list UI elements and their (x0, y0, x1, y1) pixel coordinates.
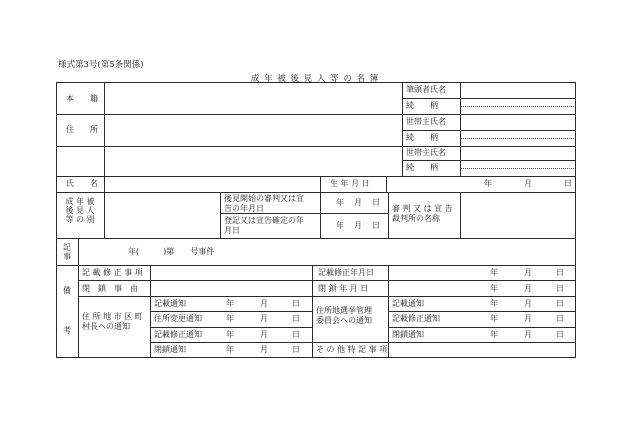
court-name-label: 審 判 又 は 宣 告 裁判所の名称 (392, 204, 453, 224)
r3-day: 日 (556, 330, 564, 339)
amendment-items-label: 記 載 修 正 事 項 (82, 268, 143, 277)
birth-month-mark: 月 (524, 179, 532, 188)
n2-year: 年 (226, 314, 234, 323)
reg-year-mark: 年 (336, 221, 344, 230)
n1-day: 日 (292, 299, 300, 308)
address-change-notice-label: 住所変更通知 (154, 314, 202, 323)
other-remarks-label: そ の 他 特 記 事 項 (316, 345, 388, 354)
n2-month: 月 (260, 314, 268, 323)
n3-year: 年 (226, 330, 234, 339)
start-day-mark: 日 (372, 198, 380, 207)
amendment-notice-label: 記載修正通知 (154, 330, 202, 339)
closure-notice-label: 閉鎖通知 (154, 345, 186, 354)
n4-month: 月 (260, 345, 268, 354)
amend-month-mark: 月 (524, 268, 532, 277)
n1-month: 月 (260, 299, 268, 308)
remarks-label-1: 備 (63, 286, 71, 295)
remarks-label-2: 考 (63, 326, 71, 335)
n1-year: 年 (226, 299, 234, 308)
amend-year-mark: 年 (490, 268, 498, 277)
election-committee-notice-label: 住所地選挙管理 委員会への通知 (316, 306, 372, 326)
n4-day: 日 (292, 345, 300, 354)
amendment-date-label: 記載修正年月日 (318, 268, 374, 277)
r1-year: 年 (490, 299, 498, 308)
householder-name-label-2: 世帯主氏名 (406, 148, 446, 157)
r1-day: 日 (556, 299, 564, 308)
guardianship-start-date-label: 後見開始の審判又は宣 告の年月日 (224, 194, 304, 213)
reg-day-mark: 日 (372, 221, 380, 230)
relationship-label-2: 続 柄 (406, 133, 438, 142)
honseki-label: 本 籍 (66, 94, 98, 103)
right-amendment-notice-label: 記載修正通知 (392, 314, 440, 323)
amend-day-mark: 日 (556, 268, 564, 277)
registration-date-label: 登記又は宣告確定の年 月日 (224, 216, 304, 235)
start-year-mark: 年 (336, 198, 344, 207)
birth-day-mark: 日 (564, 179, 572, 188)
start-month-mark: 月 (354, 198, 362, 207)
right-closure-notice-label: 閉鎖通知 (392, 330, 424, 339)
r3-year: 年 (490, 330, 498, 339)
address-label: 住 所 (66, 125, 98, 134)
record-label: 記 事 (63, 243, 71, 262)
document-title: 成 年 被 後 見 人 等 の 名 簿 (250, 74, 380, 84)
case-number-text: 年( )第 号事件 (128, 247, 215, 256)
closure-reason-label: 閉 鎖 事 由 (82, 284, 138, 293)
form-number-label: 様式第3号(第5条関係) (58, 60, 144, 70)
n2-day: 日 (292, 314, 300, 323)
closure-year-mark: 年 (490, 284, 498, 293)
r2-year: 年 (490, 314, 498, 323)
r2-day: 日 (556, 314, 564, 323)
n3-month: 月 (260, 330, 268, 339)
head-of-family-name-label: 筆頭者氏名 (406, 85, 446, 94)
householder-name-label-1: 世帯主氏名 (406, 117, 446, 126)
right-entry-notice-label: 記載通知 (392, 299, 424, 308)
r3-month: 月 (524, 330, 532, 339)
entry-notice-label: 記載通知 (154, 299, 186, 308)
n3-day: 日 (292, 330, 300, 339)
n4-year: 年 (226, 345, 234, 354)
birth-year-mark: 年 (484, 179, 492, 188)
relationship-label-3: 続 柄 (406, 163, 438, 172)
r1-month: 月 (524, 299, 532, 308)
closure-month-mark: 月 (524, 284, 532, 293)
guardianship-type-label: 成 年 被 後 見 人 等 の 別 (65, 197, 95, 225)
municipality-notice-label: 住 所 地 市 区 町 村長への通知 (82, 312, 143, 332)
reg-month-mark: 月 (354, 221, 362, 230)
r2-month: 月 (524, 314, 532, 323)
closure-day-mark: 日 (556, 284, 564, 293)
name-label: 氏 名 (66, 179, 98, 188)
birthdate-label: 生 年 月 日 (330, 179, 370, 188)
closure-date-label: 閉 鎖 年 月 日 (318, 284, 369, 293)
relationship-label-1: 続 柄 (406, 101, 438, 110)
